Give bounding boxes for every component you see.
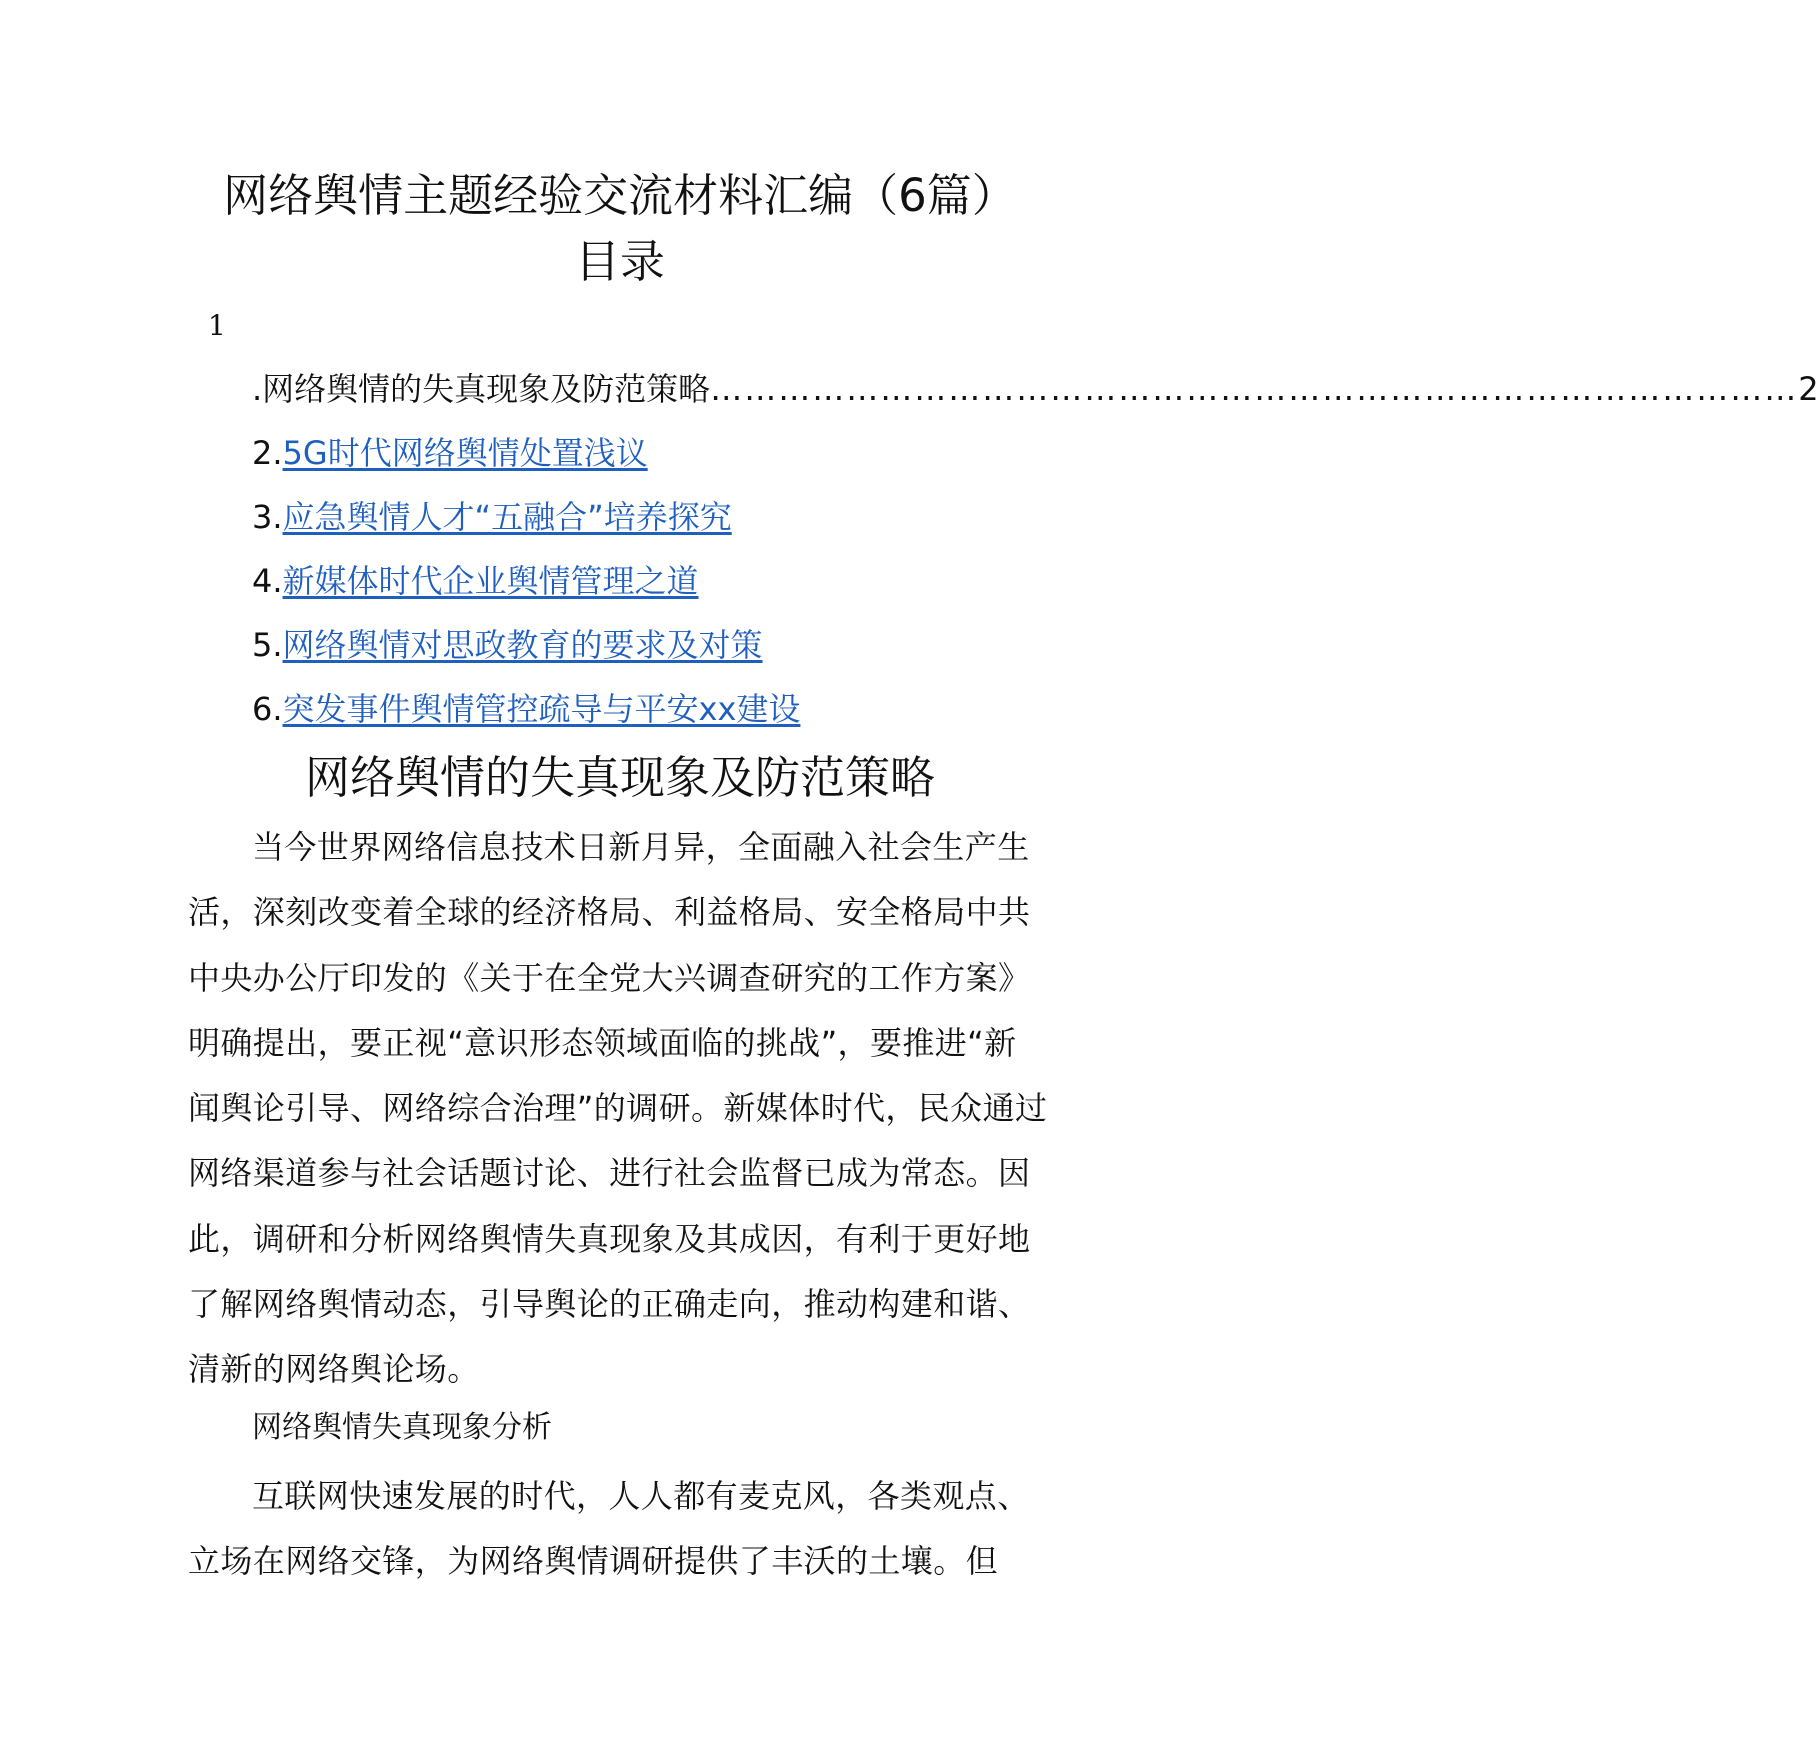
toc-entry-1-page: 2	[1798, 370, 1819, 408]
toc-entry-number: 3.	[252, 498, 283, 536]
toc-entry-1-title: .网络舆情的失真现象及防范策略	[252, 370, 711, 408]
toc-entry-2	[252, 431, 648, 475]
toc-entry-5	[252, 623, 763, 667]
body-paragraph: 互联网快速发展的时代，人人都有麦克风，各类观点、立场在网络交锋，为网络舆情调研提供了丰沃的土壤。但	[188, 1477, 1030, 1581]
toc-link[interactable]: 应急舆情人才“五融合”培养探究	[282, 498, 732, 536]
toc-entry-number: 6.	[252, 690, 283, 728]
toc-heading: 目录	[574, 235, 665, 288]
section-title: 网络舆情的失真现象及防范策略	[304, 751, 935, 804]
body-paragraph: 当今世界网络信息技术日新月异，全面融入社会生产生活，深刻改变着全球的经济格局、利益格局、安全格局中共中央办公厅印发的《关于在全党大兴调查研究的工作方案》明确提出，要正视“意识形态领域面临的挑战”，要推进“新闻舆论引导、网络综合治理”的调研。新媒体时代，民众通过网络渠道参与社会话题讨论、进行社会监督已成为常态。因此，调研和分析网络舆情失真现象及其成因，有利于更好地了解网络舆情动态，引导舆论的正确走向，推动构建和谐、清新的网络舆论场。	[188, 828, 1048, 1389]
toc-dot-leader: ……………………………………………………………………………………	[710, 370, 1799, 408]
toc-link[interactable]: 5G时代网络舆情处置浅议	[282, 434, 648, 472]
toc-link[interactable]: 网络舆情对思政教育的要求及对策	[282, 626, 763, 664]
toc-entry-4	[252, 559, 699, 603]
document-title: 网络舆情主题经验交流材料汇编（6篇）	[223, 169, 1017, 222]
sub-heading: 网络舆情失真现象分析	[252, 1410, 552, 1445]
toc-entry-number: 5.	[252, 626, 283, 664]
toc-link[interactable]: 新媒体时代企业舆情管理之道	[282, 562, 699, 600]
toc-entry-number: 2.	[252, 434, 283, 472]
toc-link[interactable]: 突发事件舆情管控疏导与平安xx建设	[282, 690, 801, 728]
page-marker: 1	[208, 309, 226, 342]
toc-entry-6	[252, 687, 800, 731]
toc-entry-3	[252, 495, 732, 539]
toc-entry-1[interactable]	[252, 367, 1819, 411]
toc-entry-number: 4.	[252, 562, 283, 600]
